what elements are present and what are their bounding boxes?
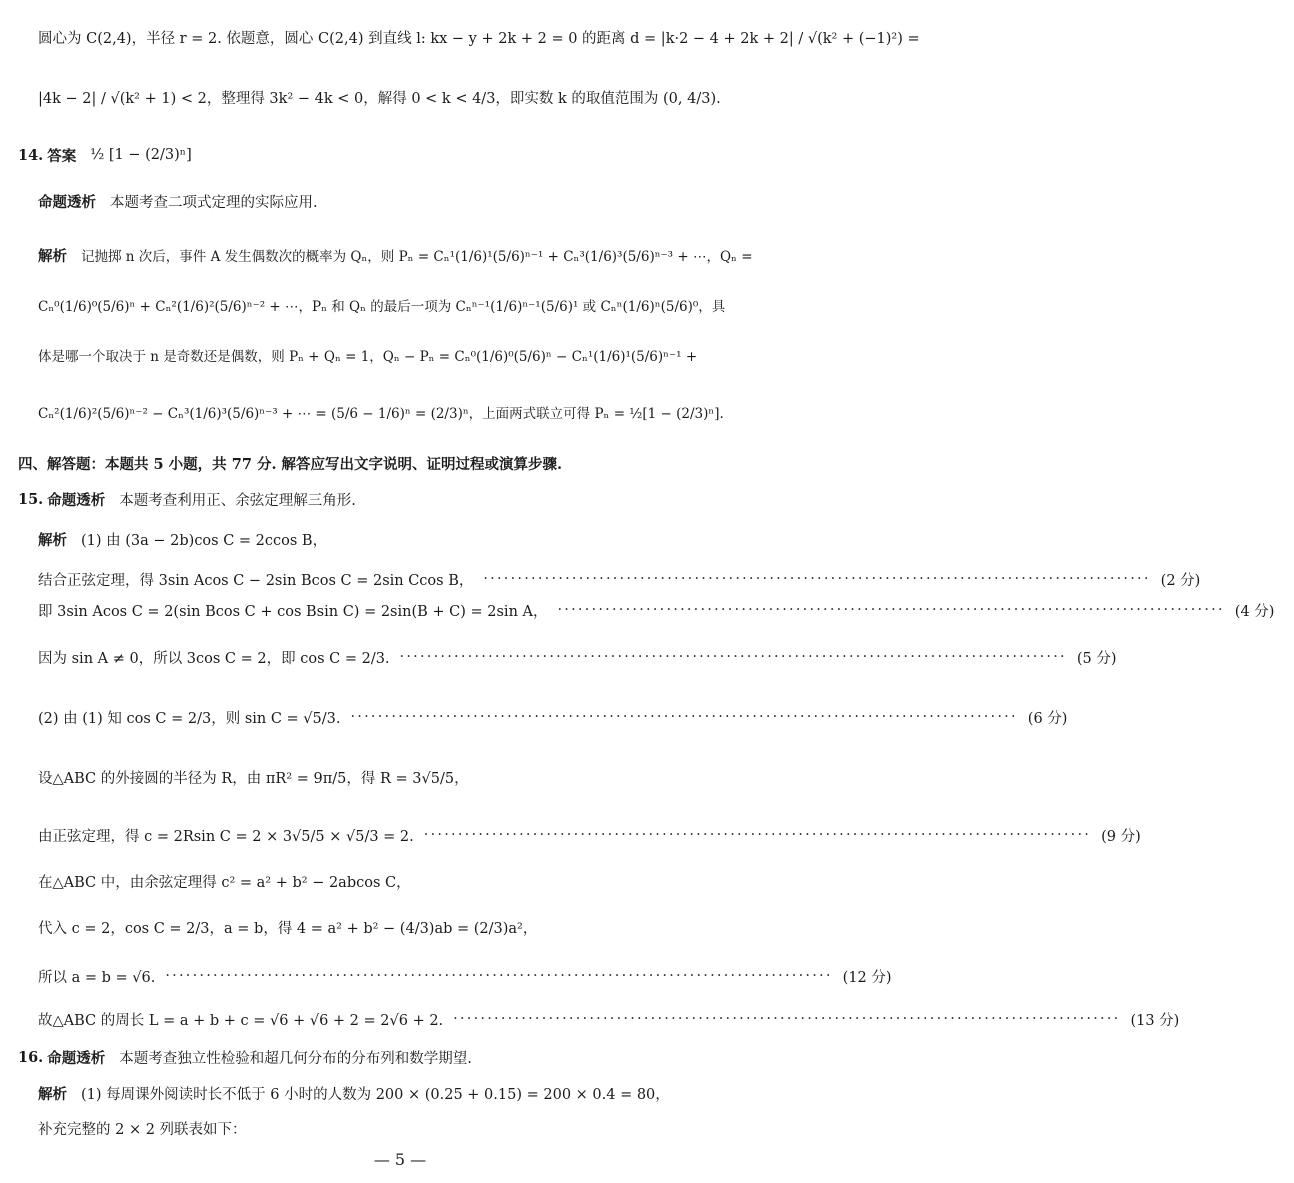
- q14-solution-line: 解析 记抛掷 n 次后，事件 A 发生偶数次的概率为 Qₙ，则 Pₙ = Cₙ¹(1/6)¹(5/6)ⁿ⁻¹ + Cₙ³(1/6)³(5/6)ⁿ⁻³ + ⋯，Qₙ =: [38, 247, 753, 265]
- q15-solution-line: 所以 a = b = √6. ·································································································· (12 分): [38, 968, 892, 986]
- q14-analysis: 命题透析 本题考查二项式定理的实际应用.: [38, 193, 318, 211]
- dot-leader: ··································································································: [423, 827, 1092, 843]
- q16-analysis: 16. 命题透析 本题考查独立性检验和超几何分布的分布列和数学期望.: [18, 1048, 472, 1067]
- q15-solution-line: 结合正弦定理，得 3sin Acos C − 2sin Bcos C = 2sin Ccos B， ·································································································· (2 分): [38, 571, 1201, 589]
- dot-leader: ··································································································: [483, 571, 1151, 587]
- q15-solution-line: 代入 c = 2，cos C = 2/3，a = b，得 4 = a² + b² − (4/3)ab = (2/3)a²，: [38, 920, 538, 937]
- q14-answer: 14. 答案 ½ [1 − (2/3)ⁿ]: [18, 146, 192, 165]
- dot-leader: ··································································································: [399, 649, 1067, 665]
- q14-solution-line: Cₙ⁰(1/6)⁰(5/6)ⁿ + Cₙ²(1/6)²(5/6)ⁿ⁻² + ⋯，Pₙ 和 Qₙ 的最后一项为 Cₙⁿ⁻¹(1/6)ⁿ⁻¹(5/6)¹ 或 Cₙⁿ(1/6)ⁿ(5/6)⁰，具: [38, 299, 726, 315]
- q15-solution-line: 故△ABC 的周长 L = a + b + c = √6 + √6 + 2 = 2√6 + 2. ·································································································· (13 分): [38, 1011, 1180, 1029]
- q15-solution-line: 由正弦定理，得 c = 2Rsin C = 2 × 3√5/5 × √5/3 = 2. ·································································································· (9 分): [38, 827, 1141, 845]
- page-number: — 5 —: [373, 1150, 427, 1169]
- text-line: |4k − 2| / √(k² + 1) < 2，整理得 3k² − 4k < 0，解得 0 < k < 4/3，即实数 k 的取值范围为 (0, 4/3).: [38, 90, 721, 107]
- q15-solution-line: 即 3sin Acos C = 2(sin Bcos C + cos Bsin C) = 2sin(B + C) = 2sin A， ·································································································· (4 分): [38, 602, 1275, 620]
- q15-analysis: 15. 命题透析 本题考查利用正、余弦定理解三角形.: [18, 490, 356, 509]
- q14-solution-line: 体是哪一个取决于 n 是奇数还是偶数，则 Pₙ + Qₙ = 1，Qₙ − Pₙ = Cₙ⁰(1/6)⁰(5/6)ⁿ − Cₙ¹(1/6)¹(5/6)ⁿ⁻¹ +: [38, 349, 698, 365]
- section-heading: 四、解答题：本题共 5 小题，共 77 分. 解答应写出文字说明、证明过程或演算步骤.: [18, 455, 563, 473]
- q16-solution-line: 补充完整的 2 × 2 列联表如下：: [38, 1121, 247, 1138]
- q14-solution-line: Cₙ²(1/6)²(5/6)ⁿ⁻² − Cₙ³(1/6)³(5/6)ⁿ⁻³ + ⋯ = (5/6 − 1/6)ⁿ = (2/3)ⁿ，上面两式联立可得 Pₙ = ½[1 − (2/3)ⁿ].: [38, 406, 724, 422]
- dot-leader: ··································································································: [165, 968, 833, 984]
- q15-solution-line: 因为 sin A ≠ 0，所以 3cos C = 2，即 cos C = 2/3. ·································································································· (5 分): [38, 649, 1117, 667]
- q15-solution-line: 在△ABC 中，由余弦定理得 c² = a² + b² − 2abcos C，: [38, 874, 411, 891]
- text-line: 圆心为 C(2,4)，半径 r = 2. 依题意，圆心 C(2,4) 到直线 l: kx − y + 2k + 2 = 0 的距离 d = |k·2 − 4 + 2k + 2| / √(k² + (−1)²) =: [38, 30, 920, 47]
- dot-leader: ··································································································: [557, 602, 1225, 618]
- q16-solution-line: 解析 (1) 每周课外阅读时长不低于 6 小时的人数为 200 × (0.25 + 0.15) = 200 × 0.4 = 80，: [38, 1085, 670, 1103]
- dot-leader: ··································································································: [453, 1011, 1121, 1027]
- q15-solution-line: (2) 由 (1) 知 cos C = 2/3，则 sin C = √5/3. ·································································································· (6 分): [38, 709, 1068, 727]
- q15-solution-line: 解析 (1) 由 (3a − 2b)cos C = 2ccos B，: [38, 531, 328, 549]
- q15-solution-line: 设△ABC 的外接圆的半径为 R，由 πR² = 9π/5，得 R = 3√5/5，: [38, 770, 469, 787]
- dot-leader: ··································································································: [350, 709, 1018, 725]
